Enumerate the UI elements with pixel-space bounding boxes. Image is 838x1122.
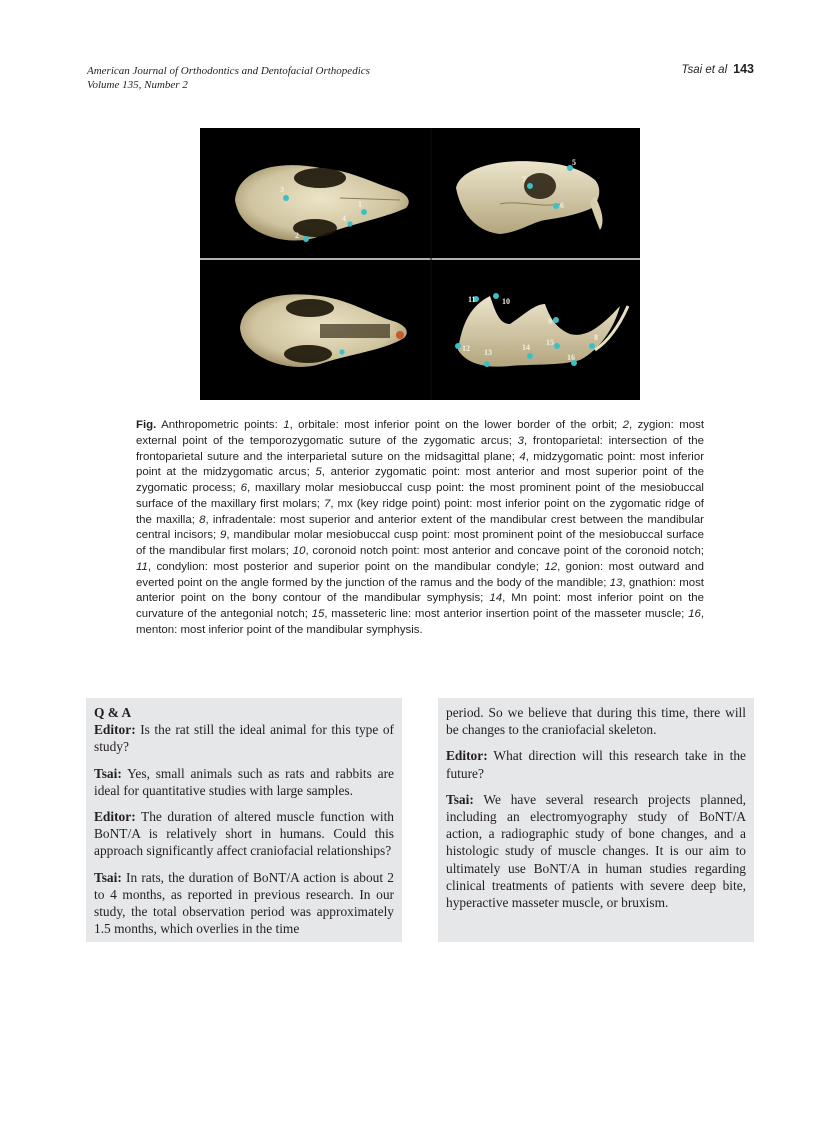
landmark-point-13	[484, 361, 490, 367]
landmark-label-11: 11	[468, 295, 476, 304]
running-header-journal	[87, 64, 370, 92]
caption-num: 9	[220, 529, 227, 542]
caption-text: , maxillary molar mesiobuccal cusp point: the most prominent point of the mesiobuccal surface of the maxillary first molars;	[136, 482, 704, 510]
caption-intro: Anthropometric points:	[161, 419, 284, 431]
caption-text: , gnathion: most anterior point on the bony contour of the mandibular symphysis;	[136, 576, 704, 605]
caption-text: , menton: most inferior point of the mandibular symphysis.	[136, 608, 704, 636]
caption-text: , condylion: most posterior and superior point on the mandibular condyle;	[147, 560, 545, 573]
qa-text: In rats, the duration of BoNT/A action is about 2 to 4 months, as reported in previous research. In our study, the total observation period was approximately 1.5 months, which overlies in the time	[94, 869, 394, 937]
landmark-point-4	[347, 221, 352, 226]
qa-text: The duration of altered muscle function with BoNT/A is relatively short in humans. Could this approach significantly affect craniofacial relationships?	[94, 809, 394, 859]
caption-text: , mandibular molar mesiobuccal cusp point: most prominent point of the mesiobuccal surface of the mandibular first molars;	[136, 529, 704, 557]
caption-num: 11	[136, 560, 148, 573]
skull-figure-image	[200, 128, 640, 400]
qa-speaker: Editor:	[94, 722, 136, 738]
landmark-label-2: 2	[295, 231, 299, 240]
caption-num: 7	[323, 497, 331, 510]
header-authors: Tsai et al	[681, 64, 728, 76]
qa-box-left	[86, 698, 402, 942]
landmark-label-15: 15	[546, 338, 554, 347]
caption-num: 6	[240, 482, 247, 494]
caption-text: , masseteric line: most anterior insertion point of the masseter muscle;	[324, 608, 689, 620]
caption-num: 14	[489, 592, 503, 605]
qa-text: Is the rat still the ideal animal for this type of study?	[94, 722, 394, 755]
running-header-page	[682, 62, 754, 76]
caption-num: 15	[311, 608, 325, 620]
caption-text: , Mn point: most inferior point on the curvature of the antegonial notch;	[136, 592, 704, 620]
qa-speaker: Editor:	[94, 809, 136, 825]
landmark-point-14	[527, 353, 533, 359]
landmark-label-5: 5	[572, 158, 576, 167]
journal-volume: Volume 135, Number 2	[87, 79, 188, 91]
caption-num: 2	[622, 419, 630, 431]
caption-num: 12	[544, 560, 558, 573]
landmark-point-10	[493, 293, 499, 299]
landmark-label-16: 16	[567, 353, 575, 362]
caption-label: Fig.	[136, 419, 157, 431]
qa-text: Yes, small animals such as rats and rabbits are ideal for quantitative studies with large samples.	[94, 765, 394, 798]
caption-text: , frontoparietal: intersection of the frontoparietal suture and the interparietal suture on the midsagittal plane;	[136, 434, 704, 463]
landmark-point-3	[283, 195, 289, 201]
landmark-label-14: 14	[522, 343, 530, 352]
landmark-point-8	[589, 343, 595, 349]
caption-text: , anterior zygomatic point: most anterior and most superior point of the zygomatic process;	[136, 466, 704, 494]
caption-num: 10	[292, 545, 306, 557]
qa-paragraph	[94, 808, 394, 860]
caption-text: , mx (key ridge point) point: most inferior point on the zygomatic ridge of the maxilla;	[136, 497, 704, 526]
landmark-point-2	[303, 236, 309, 242]
caption-text: , coronoid notch point: most anterior and concave point of the coronoid notch;	[305, 545, 704, 557]
caption-num: 3	[517, 434, 524, 447]
landmark-label-10: 10	[502, 297, 510, 306]
qa-speaker: Tsai:	[94, 869, 122, 885]
caption-text: , zygion: most external point of the temporozygomatic suture of the zygomatic arcus;	[136, 419, 705, 447]
qa-paragraph	[446, 791, 746, 911]
skull-figure	[200, 128, 640, 400]
qa-text: What direction will this research take in the future?	[446, 748, 746, 781]
qa-title: Q & A	[94, 705, 132, 720]
landmark-point-7	[527, 183, 533, 189]
landmark-point-1	[361, 209, 367, 215]
caption-num: 13	[609, 576, 623, 589]
landmark-label-4: 4	[342, 214, 346, 223]
caption-text: , gonion: most outward and everted point on the angle formed by the junction of the ramus and the body of the mandible;	[136, 560, 704, 589]
landmark-point-6	[553, 203, 559, 209]
landmark-point-15	[554, 343, 560, 349]
landmark-label-6: 6	[560, 201, 564, 210]
caption-num: 16	[688, 608, 701, 620]
qa-text: We have several research projects planned, including an electromyography study of BoNT/A action, a radiographic study of bone changes, and a histologic study of muscle changes. It is our aim to ultimately use BoNT/A in human studies regarding clinical treatments of patients with severe deep bite, hyperactive masseter muscle, or bruxism.	[446, 791, 746, 911]
landmark-point-12	[455, 343, 461, 349]
caption-text: , orbitale: most inferior point on the lower border of the orbit;	[289, 419, 623, 431]
qa-paragraph	[94, 721, 394, 755]
caption-num: 5	[315, 466, 322, 479]
landmark-point-ventral	[339, 349, 344, 354]
qa-box-right	[438, 698, 754, 942]
landmark-label-12: 12	[462, 344, 470, 353]
landmark-label-9: 9	[548, 317, 552, 326]
qa-speaker: Tsai:	[446, 791, 474, 807]
qa-speaker: Editor:	[446, 748, 488, 764]
landmark-label-13: 13	[484, 348, 492, 357]
landmark-label-1: 1	[358, 200, 362, 209]
caption-num: 8	[199, 513, 206, 526]
qa-paragraph	[94, 765, 394, 799]
caption-text: , infradentale: most superior and anterior extent of the mandibular crest between the mandibular central incisors;	[136, 513, 704, 542]
qa-speaker: Tsai:	[94, 765, 122, 781]
landmark-label-8: 8	[594, 333, 598, 342]
landmark-point-9	[553, 317, 559, 323]
landmark-label-3: 3	[280, 185, 284, 194]
landmark-label-7: 7	[522, 175, 526, 184]
qa-paragraph	[446, 704, 746, 738]
journal-title: American Journal of Orthodontics and Dentofacial Orthopedics	[87, 65, 370, 77]
caption-num: 4	[519, 450, 526, 463]
qa-text: period. So we believe that during this time, there will be changes to the craniofacial skeleton.	[446, 705, 746, 738]
caption-text: , midzygomatic point: most inferior point at the midzygomatic arcus;	[136, 450, 705, 479]
caption-num: 1	[283, 419, 290, 431]
figure-caption	[136, 418, 704, 639]
qa-paragraph	[94, 869, 394, 938]
qa-paragraph	[446, 747, 746, 781]
page-number: 143	[733, 62, 754, 76]
